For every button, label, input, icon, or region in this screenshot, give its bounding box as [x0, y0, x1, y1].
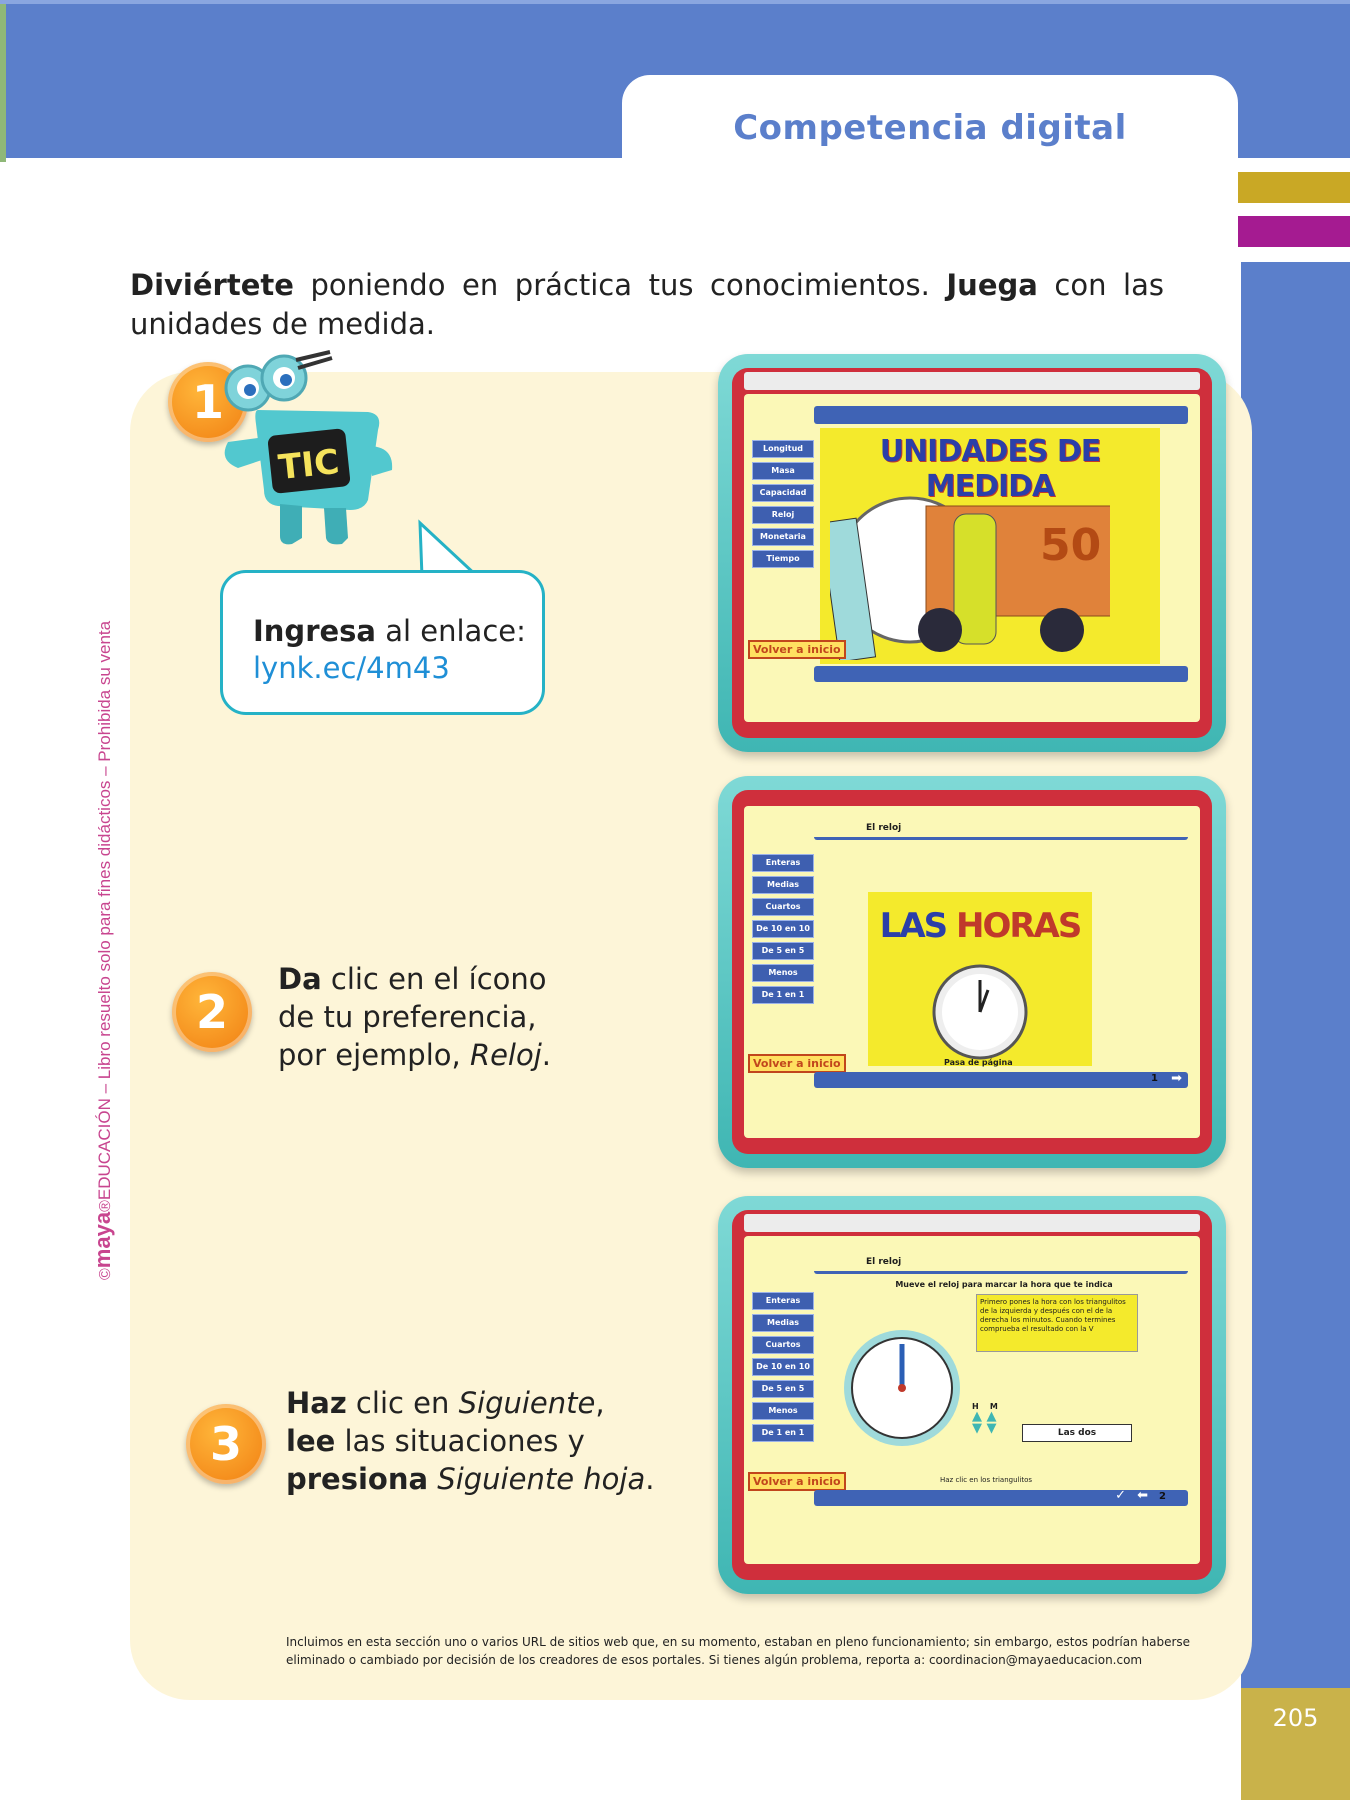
back-to-home-button[interactable]: Volver a inicio: [748, 1054, 846, 1073]
las-horas-card: [868, 892, 1092, 1066]
svg-text:50: 50: [1040, 520, 1102, 571]
step-2-bold: Da: [278, 962, 322, 996]
app-header-title: El reloj: [866, 823, 902, 833]
menu-item-de-5-en-5[interactable]: De 5 en 5: [752, 1380, 814, 1398]
copyright-symbol: ©: [97, 1268, 114, 1280]
step-2-badge: 2: [172, 972, 252, 1052]
menu-item-tiempo[interactable]: Tiempo: [752, 550, 814, 568]
clock-menu: [752, 1292, 814, 1446]
next-arrow-icon[interactable]: ➡: [1171, 1071, 1182, 1086]
step-3-period: .: [645, 1462, 655, 1496]
menu-item-cuartos[interactable]: Cuartos: [752, 898, 814, 916]
menu-item-de-1-en-1[interactable]: De 1 en 1: [752, 986, 814, 1004]
menu-item-de-10-en-10[interactable]: De 10 en 10: [752, 920, 814, 938]
app-bottombar: [814, 666, 1188, 682]
minute-label: M: [989, 1402, 998, 1411]
step-3-text-2: las situaciones y: [335, 1424, 585, 1458]
step-3-badge: 3: [186, 1404, 266, 1484]
hour-minute-controls: [972, 1402, 998, 1435]
screenshot-3-frame: [732, 1210, 1212, 1580]
step-2-line-2: de tu preferencia,: [278, 1000, 537, 1034]
menu-item-de-10-en-10[interactable]: De 10 en 10: [752, 1358, 814, 1376]
speech-bubble-tail: [400, 515, 490, 577]
menu-item-enteras[interactable]: Enteras: [752, 854, 814, 872]
screenshot-3: [718, 1196, 1226, 1594]
next-page-label: Pasa de página: [944, 1058, 1013, 1067]
step-2-period: .: [541, 1038, 552, 1072]
step-3-bold-2: lee: [286, 1424, 336, 1458]
menu-item-menos[interactable]: Menos: [752, 964, 814, 982]
step-3-bold-3: presiona: [286, 1462, 429, 1496]
menu-item-medias[interactable]: Medias: [752, 1314, 814, 1332]
units-title: UNIDADES DE MEDIDA: [879, 434, 1101, 504]
step-2-text: [278, 960, 551, 1074]
interactive-clock-icon[interactable]: [840, 1326, 964, 1450]
units-menu: [752, 440, 814, 572]
step-1-badge: 1: [168, 362, 248, 442]
step-3-text-1: clic en: [346, 1386, 459, 1420]
menu-item-medias[interactable]: Medias: [752, 876, 814, 894]
back-to-home-button[interactable]: Volver a inicio: [748, 1472, 846, 1491]
menu-item-de-5-en-5[interactable]: De 5 en 5: [752, 942, 814, 960]
answer-field: Las dos: [1022, 1424, 1132, 1442]
menu-item-masa[interactable]: Masa: [752, 462, 814, 480]
screenshot-1-app: [744, 394, 1200, 722]
intro-bold-2: Juega: [946, 268, 1038, 302]
step-3-comma: ,: [595, 1386, 605, 1420]
section-title: Competencia digital: [733, 108, 1127, 148]
menu-item-de-1-en-1[interactable]: De 1 en 1: [752, 1424, 814, 1442]
screenshot-2: [718, 776, 1226, 1168]
brand-name: maya: [90, 1211, 115, 1269]
menu-item-monetaria[interactable]: Monetaria: [752, 528, 814, 546]
units-illustration: [820, 428, 1160, 664]
step-3-italic-2: Siguiente hoja: [428, 1462, 646, 1496]
clock-menu: [752, 854, 814, 1008]
step-2-line-3: por ejemplo,: [278, 1038, 470, 1072]
menu-item-reloj[interactable]: Reloj: [752, 506, 814, 524]
back-to-home-button[interactable]: Volver a inicio: [748, 640, 846, 659]
step-1-bold: Ingresa: [253, 614, 376, 648]
intro-text-2: con las unidades de medida.: [130, 268, 1164, 341]
screenshot-1: [718, 354, 1226, 752]
app-navbar: [814, 822, 1188, 840]
gold-stripe: [1238, 172, 1350, 203]
browser-toolbar: [744, 372, 1200, 390]
intro-paragraph: [130, 266, 1164, 344]
triangle-arrows-icon[interactable]: ▲ ▲ ▼ ▼: [972, 1409, 997, 1436]
step-3-bold-1: Haz: [286, 1386, 347, 1420]
step-3-text: [286, 1384, 654, 1498]
hour-label: H: [972, 1402, 979, 1411]
app-navbar: [814, 406, 1188, 424]
app-bottombar: [814, 1490, 1188, 1506]
header-edge: [0, 4, 6, 162]
right-band: [1241, 262, 1350, 1688]
measurement-objects-icon: [830, 480, 1110, 660]
screenshot-2-frame: [732, 790, 1212, 1154]
hint-box: Primero pones la hora con los triangulitos de la izquierda y después con el de la derecha los minutos. Cuando termines comprueba el resultado con la V: [976, 1294, 1138, 1352]
footer-note: Incluimos en esta sección uno o varios URL de sitios web que, en su momento, estaban en pleno funcionamiento; sin embargo, estos podrían haberse eliminado o cambiado por decisión de los creadores de esos portales. Si tienes algún problema, reporta a: coordinacion@mayaeducacion.com: [286, 1635, 1191, 1667]
app-header-title: El reloj: [866, 1257, 902, 1267]
step-1-text: [253, 613, 526, 687]
tic-label: TIC: [276, 441, 342, 489]
menu-item-enteras[interactable]: Enteras: [752, 1292, 814, 1310]
check-icon[interactable]: ✓: [1115, 1488, 1126, 1503]
screenshot-1-frame: [732, 368, 1212, 738]
clock-instruction: Mueve el reloj para marcar la hora que te indica: [895, 1280, 1113, 1289]
menu-item-capacidad[interactable]: Capacidad: [752, 484, 814, 502]
screenshot-3-app: [744, 1236, 1200, 1564]
step-1-link[interactable]: lynk.ec/4m43: [253, 651, 450, 685]
las-word: LAS: [879, 906, 947, 946]
browser-toolbar: [744, 1214, 1200, 1232]
horas-word: HORAS: [955, 906, 1081, 946]
intro-text-1: poniendo en práctica tus conocimientos.: [293, 268, 947, 302]
app-navbar: [814, 1256, 1188, 1274]
step-3-italic-1: Siguiente: [458, 1386, 596, 1420]
side-text-rest: EDUCACIÓN – Libro resuelto solo para fines didácticos – Prohibida su venta: [95, 620, 114, 1201]
menu-item-longitud[interactable]: Longitud: [752, 440, 814, 458]
prev-arrow-icon[interactable]: ⬅: [1137, 1488, 1148, 1503]
registered-symbol: ®: [97, 1200, 114, 1212]
tic-mascot-icon: [218, 350, 414, 550]
menu-item-menos[interactable]: Menos: [752, 1402, 814, 1420]
menu-item-cuartos[interactable]: Cuartos: [752, 1336, 814, 1354]
intro-bold-1: Diviértete: [130, 268, 294, 302]
side-copyright-text: [90, 510, 116, 1280]
step-2-line-1: clic en el ícono: [321, 962, 547, 996]
magenta-stripe: [1238, 216, 1350, 247]
step-2-italic: Reloj: [469, 1038, 542, 1072]
app-page-number: 2: [1159, 1491, 1166, 1502]
page-number: 205: [1272, 1704, 1319, 1732]
triangles-hint: Haz clic en los triangulitos: [940, 1476, 1033, 1484]
clock-icon: [930, 962, 1030, 1062]
las-horas-title: [868, 906, 1092, 946]
screenshot-2-app: [744, 806, 1200, 1138]
app-bottombar: [814, 1072, 1188, 1088]
app-page-number: 1: [1151, 1073, 1158, 1084]
step-1-label: al enlace:: [376, 614, 526, 648]
